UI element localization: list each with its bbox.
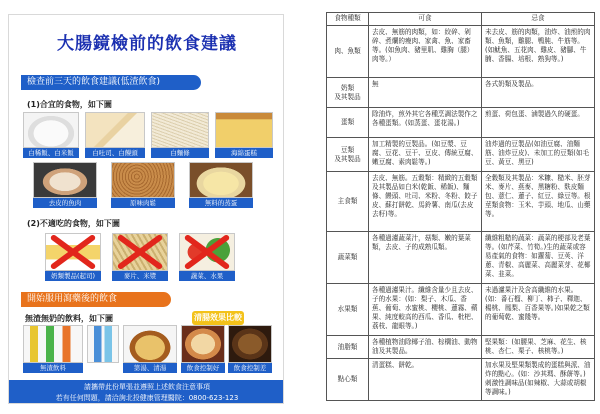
food-caption: 麥片、米漿 [112, 271, 168, 281]
good-control-image [181, 325, 225, 363]
food-caption: 無渣飲料 [23, 363, 83, 373]
row-category: 奶類 及其製品 [327, 78, 369, 108]
row-avoid: 纖維粗糙的蔬菜：蔬菜的梗部及老葉等。(如芹菜、竹筍。)生的蔬菜或容易產氣的食物：如蘿蔔、豆莢、洋蔥、青椒、高麗菜、高麗菜芽、花椰菜、韭菜。 [482, 232, 595, 284]
food-card [215, 112, 273, 158]
banner-after-laxative: 開始服用瀉藥後的飲食 [21, 292, 171, 307]
oats-image [112, 233, 168, 271]
x-mark-icon [113, 234, 167, 270]
row-category: 水果類 [327, 284, 369, 336]
suitable-foods-row-2 [33, 162, 253, 208]
food-card [33, 162, 97, 208]
food-card [228, 325, 272, 373]
row-category: 點心類 [327, 359, 369, 401]
row-allowed: 各種過濾果汁。纖維含量少且去皮、子的水果：(如：梨子、木瓜、香蕉、葡萄、水蜜桃、櫻桃、蓮霧、蘋果、純度較高的西瓜、香瓜、枇杷、荔枝、龍眼等。) [369, 284, 482, 336]
food-card [189, 162, 253, 208]
row-allowed: 各種植物油除椰子油、棕櫚油、動物油及其製品。 [369, 336, 482, 359]
row-avoid: 全穀類及其製品：米糠、糙米、胚芽米、麥片、燕麥、黑糖粉、麩皮麵包、薏仁、蓮子、紅豆、綠豆等。根莖類食物：玉米、芋頭、地瓜、山藥等。 [482, 172, 595, 232]
drinks-compare-row [23, 325, 273, 379]
row-avoid: 未去皮、筋的肉類，油炸、油煎的肉類、魚類，雞腿、鴨肫、牛筋等。(如魷魚、五花肉、雞皮、豬腳、牛腩、香腸、培根、熟狗等。) [482, 26, 595, 78]
row-category: 肉、魚類 [327, 26, 369, 78]
suitable-foods-row-1 [23, 112, 273, 158]
table-row [327, 232, 595, 284]
food-card [112, 233, 168, 281]
food-card [23, 325, 83, 373]
poster-footer [9, 380, 284, 404]
row-category: 蛋類 [327, 108, 369, 138]
unsuitable-foods-row [45, 233, 235, 281]
row-allowed: 加工精製的豆製品。(如豆漿、豆腐、豆花、豆干、豆皮、傳統豆腐、嫩豆腐、素肉鬆等。) [369, 138, 482, 172]
clear-drinks-image [23, 325, 83, 363]
row-avoid: 未過濾果汁及含高纖維的水果。(如：番石榴、柳丁、柿子、釋迦、楊桃、鳳梨、百香果等。)如果乾之類的葡萄乾、蜜餞等。 [482, 284, 595, 336]
row-category: 蔬菜類 [327, 232, 369, 284]
food-card [179, 233, 235, 281]
row-category: 主食類 [327, 172, 369, 232]
table-row [327, 172, 595, 232]
diet-poster [8, 14, 284, 404]
table-row [327, 284, 595, 336]
food-caption: 海綿蛋糕 [215, 148, 273, 158]
row-avoid: 加水果及堅果類製成的蛋糕與派、油炸的點心。(如：沙其瑪、酥餅等。)刺激性調味品(如辣椒、大蒜或胡椒等調味。) [482, 359, 595, 401]
row-avoid: 各式奶類及製品。 [482, 78, 595, 108]
food-card [45, 233, 101, 281]
food-caption: 奶類製品(起司) [45, 271, 101, 281]
food-caption: 第湯、清湯 [123, 363, 177, 373]
table-row [327, 78, 595, 108]
table-header-row [327, 13, 595, 26]
header-allowed: 可食 [369, 13, 482, 26]
pork-floss-image [111, 162, 175, 198]
food-caption: 飲食控制好 [181, 363, 225, 373]
steamed-egg-image [189, 162, 253, 198]
banner-compare: 清腸效果比較 [192, 311, 244, 325]
food-caption: 無料的蒸蛋 [189, 198, 253, 208]
food-caption: 飲食控制差 [228, 363, 272, 373]
poster-title: 大腸鏡檢前的飲食建議 [57, 34, 237, 54]
noodles-image [151, 112, 209, 148]
row-allowed: 無 [369, 78, 482, 108]
row-category: 油脂類 [327, 336, 369, 359]
fish-image [33, 162, 97, 198]
header-avoid: 忌食 [482, 13, 595, 26]
rice-image [23, 112, 79, 148]
row-allowed: 去皮、無筋。五穀類：精緻的五穀類及其製品如白米(乾飯、稀飯)、麵條、饅頭、吐司、米粉、冬粉、餃子皮、蘇打餅乾、馬鈴薯、南瓜(去皮去籽)等。 [369, 172, 482, 232]
poor-control-image [228, 325, 272, 363]
food-card [23, 112, 79, 158]
sponge-cake-image [215, 112, 273, 148]
label-suitable-foods: (1)合宜的食物，如下圖 [27, 100, 112, 109]
table-row [327, 138, 595, 172]
banner-three-days: 檢查前三天的飲食建議(低渣飲食) [21, 75, 201, 90]
row-category: 豆類 及其製品 [327, 138, 369, 172]
label-unsuitable-foods: (2)不適吃的食物，如下圖 [27, 219, 120, 228]
food-caption: 白麵條 [151, 148, 209, 158]
food-card [123, 325, 177, 373]
header-category: 食物種類 [327, 13, 369, 26]
food-caption: 原味肉鬆 [111, 198, 175, 208]
row-avoid: 煎蛋、荷包蛋、滷製過久的硬蛋。 [482, 108, 595, 138]
table-row [327, 26, 595, 78]
table-row [327, 108, 595, 138]
food-caption: 去皮的魚肉 [33, 198, 97, 208]
row-allowed: 各種過濾蔬菜汁，菇類、嫩的葉菜類，去皮、子的成熟瓜類。 [369, 232, 482, 284]
footer-line-1: 請攜帶此份單張並遵照上述飲食注意事項 [84, 383, 210, 391]
sports-drink-image [87, 325, 119, 363]
food-card [85, 112, 145, 158]
food-card [151, 112, 209, 158]
label-no-fiber-drinks: 無渣無奶的飲料，如下圖 [25, 314, 113, 323]
x-mark-icon [46, 234, 100, 270]
footer-line-2: 若有任何問題，請洽詢北投健康管理醫院：0800-623-123 [55, 394, 239, 402]
diet-table [326, 12, 595, 401]
row-allowed: 去皮、無筋的肉類，如：絞碎、剁碎、煮爛的瘦肉、家禽、魚、家畜等。(如魚肉、豬里肌、雞胸（腿）肉等。） [369, 26, 482, 78]
food-caption: 蔬菜、水果 [179, 271, 235, 281]
dairy-image [45, 233, 101, 271]
food-card [87, 325, 119, 363]
row-allowed: 除油炸，煎外其它各種烹調法製作之各種蛋類。(如蒸蛋、蛋花湯。) [369, 108, 482, 138]
food-caption: 白稀飯、白米飯 [23, 148, 79, 158]
table-row [327, 359, 595, 401]
toast-bun-image [85, 112, 145, 148]
food-card [181, 325, 225, 373]
table-row [327, 336, 595, 359]
food-card [111, 162, 175, 208]
broth-image [123, 325, 177, 363]
row-avoid: 油炸過的豆製品(如油豆腐、油麵筋、油炸豆皮)、未加工的豆類(如毛豆、黃豆、黑豆) [482, 138, 595, 172]
food-caption: 白吐司、白饅頭 [85, 148, 145, 158]
row-allowed: 清蛋糕、餅乾。 [369, 359, 482, 401]
row-avoid: 堅果類：(如腰果、芝麻、花生、核桃、杏仁、栗子、核桃等。) [482, 336, 595, 359]
veg-fruit-image [179, 233, 235, 271]
x-mark-icon [180, 234, 234, 270]
